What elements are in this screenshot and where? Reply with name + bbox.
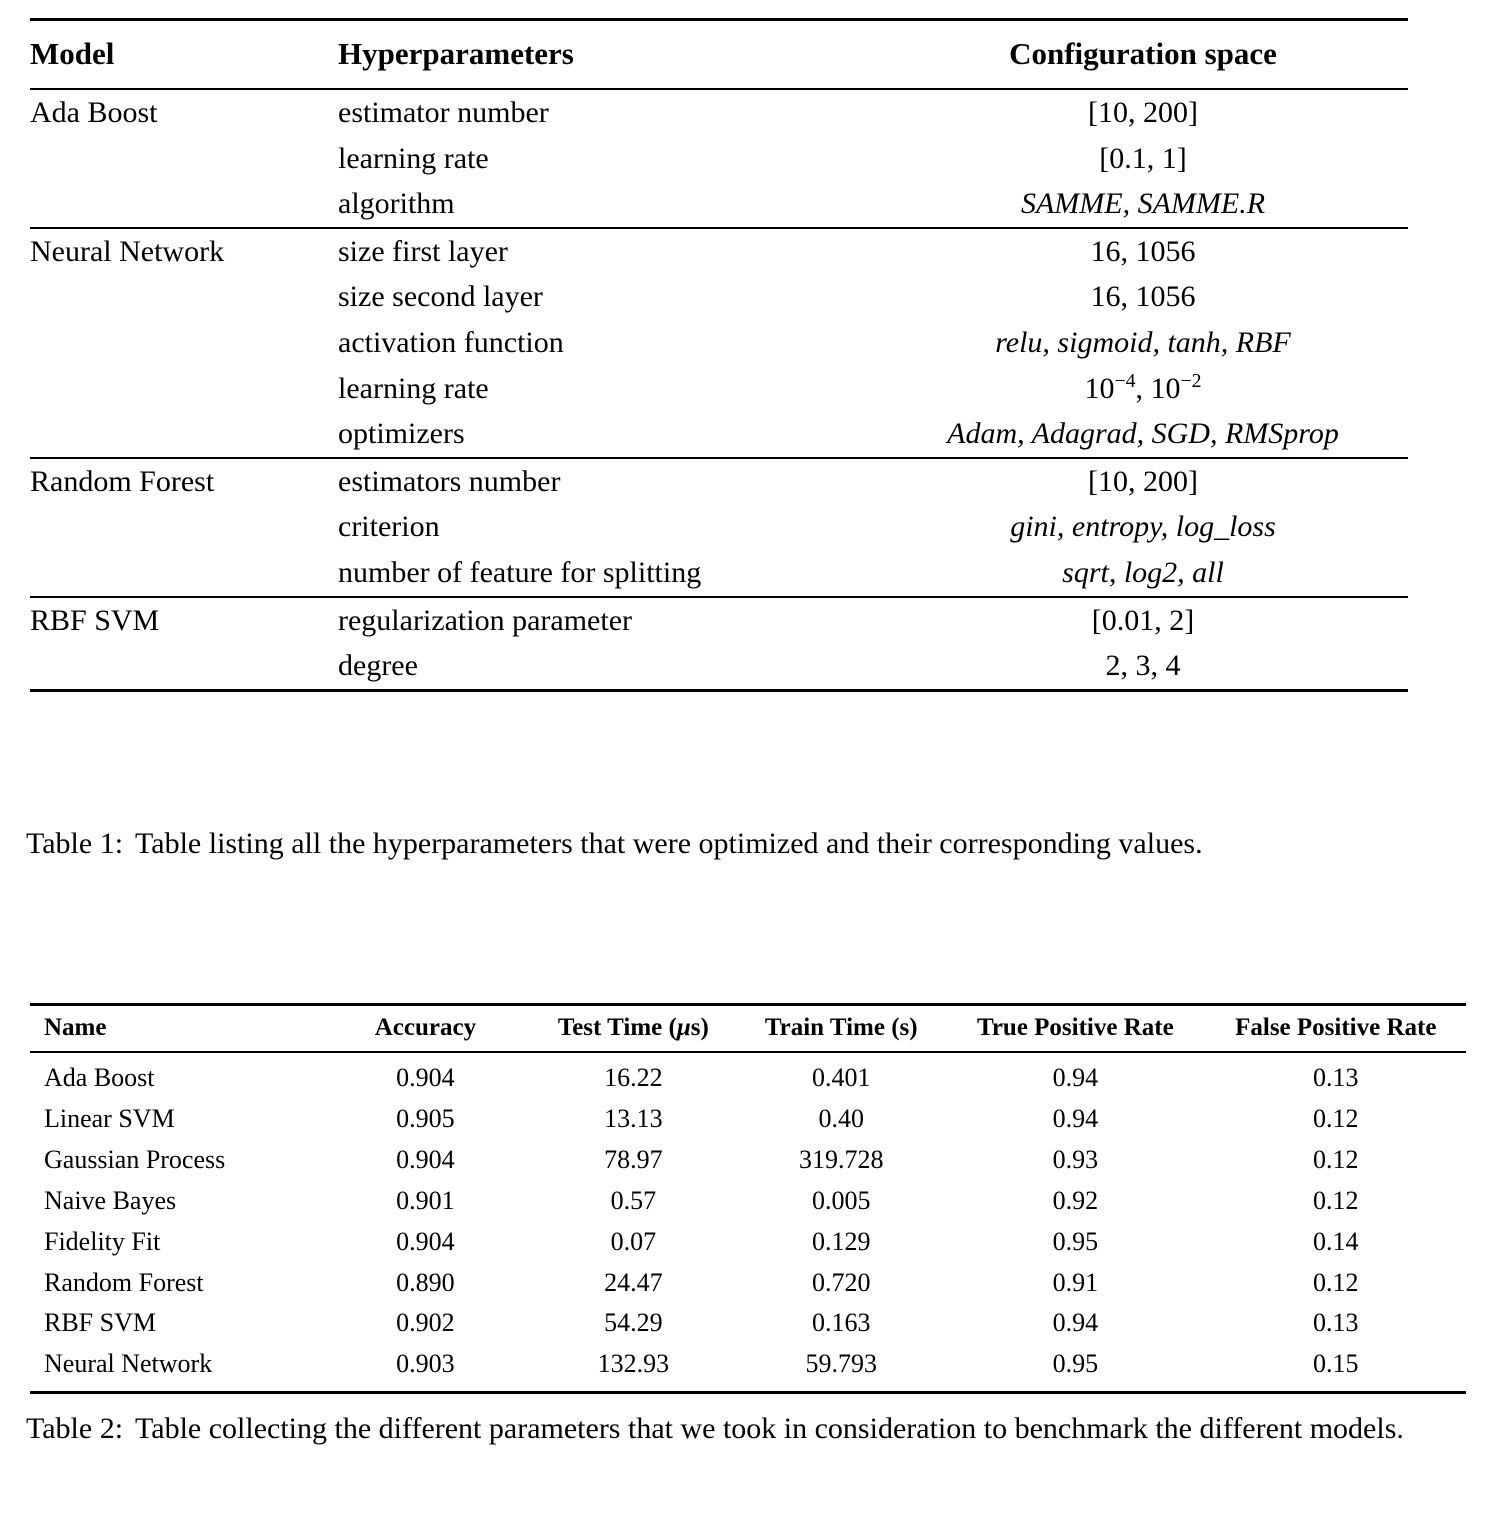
cell-accuracy: 0.905 bbox=[396, 1103, 455, 1133]
table-row bbox=[30, 1263, 1466, 1304]
cell-train-time: 0.005 bbox=[811, 1185, 871, 1215]
config-space-cell: [10, 200] bbox=[1088, 96, 1198, 130]
table-row bbox=[30, 1140, 1466, 1181]
column-header-false-positive-rate: False Positive Rate bbox=[1235, 1014, 1437, 1041]
config-space-cell: [0.01, 2] bbox=[1091, 603, 1195, 637]
hyperparameter-cell: size first layer bbox=[338, 234, 508, 268]
cell-fpr: 0.12 bbox=[1313, 1185, 1359, 1215]
cell-test-time: 0.07 bbox=[610, 1226, 657, 1256]
hyperparameter-cell: learning rate bbox=[338, 371, 489, 405]
table1-row bbox=[30, 228, 1408, 275]
model-name-cell bbox=[30, 320, 338, 366]
cell-name: Random Forest bbox=[44, 1267, 204, 1297]
table1-row bbox=[30, 550, 1408, 597]
cell-tpr: 0.94 bbox=[1052, 1063, 1099, 1092]
benchmark-table-container bbox=[30, 1003, 1466, 1394]
cell-test-time: 78.97 bbox=[604, 1144, 663, 1174]
cell-train-time: 0.163 bbox=[811, 1308, 871, 1338]
model-name-cell bbox=[30, 181, 338, 228]
model-name-cell: Random Forest bbox=[30, 464, 215, 498]
table1-row bbox=[30, 89, 1408, 136]
model-name-cell: Neural Network bbox=[30, 234, 225, 268]
table1-body bbox=[30, 89, 1408, 690]
cell-test-time: 13.13 bbox=[604, 1103, 663, 1133]
table1-row bbox=[30, 274, 1408, 320]
config-space-cell: sqrt, log2, all bbox=[1062, 556, 1224, 590]
column-header-train-time-s: Train Time (s) bbox=[764, 1014, 918, 1041]
cell-name: Linear SVM bbox=[44, 1103, 175, 1133]
benchmark-table bbox=[30, 1003, 1466, 1394]
table1-row bbox=[30, 136, 1408, 182]
model-name-cell bbox=[30, 411, 338, 458]
column-header-name: Name bbox=[44, 1014, 107, 1041]
cell-train-time: 319.728 bbox=[798, 1144, 884, 1174]
table2-header-row bbox=[30, 1005, 1466, 1053]
table-row bbox=[30, 1222, 1466, 1263]
config-space-cell: gini, entropy, log_loss bbox=[1010, 510, 1276, 544]
cell-tpr: 0.93 bbox=[1052, 1144, 1099, 1174]
table1-row bbox=[30, 411, 1408, 458]
model-name-cell: Ada Boost bbox=[30, 96, 158, 130]
cell-test-time: 24.47 bbox=[604, 1267, 663, 1297]
column-header-test-time-s: Test Time (μs) bbox=[557, 1014, 709, 1041]
hyperparameter-cell: regularization parameter bbox=[338, 603, 632, 637]
cell-fpr: 0.14 bbox=[1313, 1226, 1359, 1256]
table2-caption bbox=[26, 1405, 1476, 1454]
hyperparameter-cell: learning rate bbox=[338, 141, 489, 175]
column-header-accuracy: Accuracy bbox=[374, 1014, 477, 1041]
cell-fpr: 0.15 bbox=[1313, 1349, 1359, 1379]
table-row bbox=[30, 1099, 1466, 1140]
table1-row bbox=[30, 320, 1408, 366]
table2-body bbox=[30, 1052, 1466, 1393]
cell-test-time: 54.29 bbox=[604, 1308, 663, 1338]
cell-name: Naive Bayes bbox=[44, 1185, 177, 1215]
hyperparameters-table bbox=[30, 18, 1408, 692]
table-row bbox=[30, 1052, 1466, 1099]
cell-name: Fidelity Fit bbox=[44, 1226, 161, 1256]
table1-header-row bbox=[30, 20, 1408, 90]
table2-caption-text: Table collecting the different parameters that we took in consideration to benchmark the different models. bbox=[135, 1412, 1404, 1445]
table-row bbox=[30, 1344, 1466, 1392]
cell-tpr: 0.92 bbox=[1052, 1185, 1099, 1215]
column-header-hyperparameters: Hyperparameters bbox=[338, 36, 574, 71]
cell-train-time: 0.129 bbox=[811, 1226, 871, 1256]
cell-fpr: 0.13 bbox=[1313, 1063, 1359, 1092]
model-name-cell bbox=[30, 550, 338, 597]
table2-header bbox=[30, 1005, 1466, 1053]
model-name-cell bbox=[30, 366, 338, 412]
cell-name: RBF SVM bbox=[44, 1308, 156, 1338]
hyperparameter-cell: estimator number bbox=[338, 96, 549, 130]
cell-accuracy: 0.904 bbox=[396, 1226, 455, 1256]
config-space-cell: relu, sigmoid, tanh, RBF bbox=[995, 326, 1291, 360]
table1-row bbox=[30, 597, 1408, 644]
hyperparameter-cell: estimators number bbox=[338, 464, 561, 498]
model-name-cell bbox=[30, 136, 338, 182]
cell-tpr: 0.94 bbox=[1052, 1308, 1099, 1338]
hyperparameter-cell: activation function bbox=[338, 326, 564, 360]
column-header-config-space: Configuration space bbox=[1009, 36, 1277, 71]
hyperparameter-cell: degree bbox=[338, 649, 418, 683]
config-space-cell: $10^{-4}$, $10^{-2}$ bbox=[1084, 369, 1202, 405]
hyperparameter-cell: criterion bbox=[338, 510, 440, 544]
config-space-cell: 16, 1056 bbox=[1090, 280, 1196, 314]
hyperparameter-cell: optimizers bbox=[338, 417, 465, 451]
cell-name: Neural Network bbox=[44, 1349, 213, 1379]
model-name-cell bbox=[30, 274, 338, 320]
cell-fpr: 0.12 bbox=[1313, 1144, 1359, 1174]
table1-caption-text: Table listing all the hyperparameters that were optimized and their corresponding values. bbox=[135, 827, 1203, 860]
cell-accuracy: 0.903 bbox=[396, 1349, 455, 1379]
hyperparameter-cell: size second layer bbox=[338, 280, 543, 314]
cell-tpr: 0.91 bbox=[1052, 1267, 1099, 1297]
cell-accuracy: 0.902 bbox=[396, 1308, 455, 1338]
cell-train-time: 0.40 bbox=[818, 1103, 864, 1133]
cell-train-time: 0.720 bbox=[811, 1267, 871, 1297]
table1-caption-label: Table 1: bbox=[26, 827, 124, 860]
table-row bbox=[30, 1303, 1466, 1344]
table1-row bbox=[30, 504, 1408, 550]
table1-header bbox=[30, 20, 1408, 90]
cell-fpr: 0.12 bbox=[1313, 1267, 1359, 1297]
table1-row bbox=[30, 366, 1408, 412]
cell-test-time: 132.93 bbox=[597, 1349, 670, 1379]
table-row bbox=[30, 1181, 1466, 1222]
model-name-cell: RBF SVM bbox=[30, 603, 160, 637]
column-header-model: Model bbox=[30, 36, 115, 71]
cell-test-time: 16.22 bbox=[604, 1063, 663, 1092]
cell-name: Ada Boost bbox=[44, 1063, 155, 1092]
hyperparameter-cell: number of feature for splitting bbox=[338, 556, 702, 590]
cell-fpr: 0.12 bbox=[1313, 1103, 1359, 1133]
config-space-cell: [0.1, 1] bbox=[1099, 141, 1187, 175]
column-header-true-positive-rate: True Positive Rate bbox=[977, 1014, 1174, 1041]
config-space-cell: SAMME, SAMME.R bbox=[1020, 187, 1266, 221]
table1-row bbox=[30, 181, 1408, 228]
cell-tpr: 0.94 bbox=[1052, 1103, 1099, 1133]
config-space-cell: 2, 3, 4 bbox=[1105, 649, 1181, 683]
config-space-cell: Adam, Adagrad, SGD, RMSprop bbox=[947, 417, 1339, 451]
cell-accuracy: 0.901 bbox=[396, 1185, 455, 1215]
config-space-cell: 16, 1056 bbox=[1090, 234, 1196, 268]
hyperparameter-cell: algorithm bbox=[338, 187, 455, 221]
cell-fpr: 0.13 bbox=[1313, 1308, 1359, 1338]
table1-row bbox=[30, 458, 1408, 505]
cell-accuracy: 0.904 bbox=[396, 1144, 455, 1174]
config-space-cell: [10, 200] bbox=[1088, 464, 1198, 498]
model-name-cell bbox=[30, 504, 338, 550]
cell-name: Gaussian Process bbox=[44, 1144, 226, 1174]
table1-caption bbox=[26, 820, 1476, 869]
cell-accuracy: 0.890 bbox=[396, 1267, 455, 1297]
cell-train-time: 0.401 bbox=[811, 1063, 871, 1092]
cell-tpr: 0.95 bbox=[1052, 1349, 1099, 1379]
table2-caption-label: Table 2: bbox=[26, 1412, 124, 1445]
table1-row bbox=[30, 643, 1408, 690]
model-name-cell bbox=[30, 643, 338, 690]
cell-tpr: 0.95 bbox=[1052, 1226, 1099, 1256]
cell-accuracy: 0.904 bbox=[396, 1063, 455, 1092]
cell-test-time: 0.57 bbox=[610, 1185, 657, 1215]
cell-train-time: 59.793 bbox=[805, 1349, 877, 1379]
hyperparameters-table-container bbox=[30, 18, 1408, 692]
